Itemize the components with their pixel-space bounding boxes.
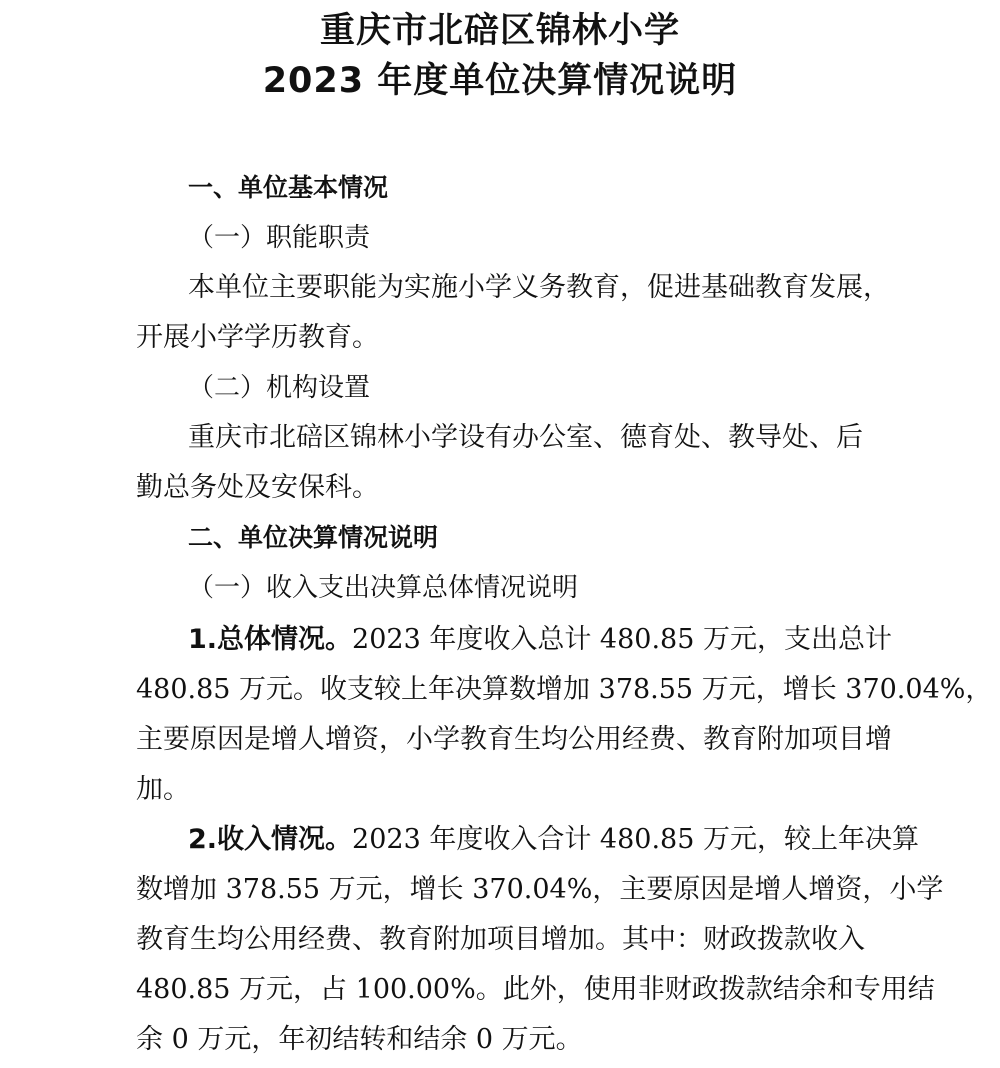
- item1-line4: 加。: [136, 774, 190, 805]
- item1-line1-text: 2023 年度收入总计 480.85 万元，支出总计: [352, 624, 892, 655]
- section1-sub1-paragraph-line1: 本单位主要职能为实施小学义务教育，促进基础教育发展，: [188, 272, 890, 303]
- section1-sub1-paragraph-line2: 开展小学学历教育。: [136, 322, 379, 353]
- item1-line3: 主要原因是增人增资，小学教育生均公用经费、教育附加项目增: [136, 724, 892, 755]
- item2-line2: 数增加 378.55 万元，增长 370.04%，主要原因是增人增资，小学: [136, 874, 944, 905]
- section2-sub1-heading: （一）收入支出决算总体情况说明: [188, 573, 579, 603]
- item1-label: 1.总体情况。: [188, 624, 353, 655]
- item1-line1: [188, 623, 892, 657]
- document-title-line1: 重庆市北碚区锦林小学: [319, 11, 680, 51]
- item2-line5: 余 0 万元，年初结转和结余 0 万元。: [136, 1024, 583, 1055]
- item2-label: 2.收入情况。: [188, 824, 353, 855]
- item2-line1-text: 2023 年度收入合计 480.85 万元，较上年决算: [352, 824, 919, 855]
- section2-heading: 二、单位决算情况说明: [188, 523, 439, 552]
- item1-line2: 480.85 万元。收支较上年决算数增加 378.55 万元，增长 370.04%，: [136, 674, 993, 705]
- section1-sub2-paragraph-line2: 勤总务处及安保科。: [136, 472, 379, 503]
- section1-sub2-heading: （二）机构设置: [188, 373, 371, 403]
- item2-line1: [188, 823, 919, 857]
- item2-line3: 教育生均公用经费、教育附加项目增加。其中：财政拨款收入: [136, 924, 865, 955]
- section1-heading: 一、单位基本情况: [188, 173, 389, 202]
- section1-sub1-heading: （一）职能职责: [188, 223, 371, 253]
- item2-line4: 480.85 万元，占 100.00%。此外，使用非财政拨款结余和专用结: [136, 974, 935, 1005]
- section1-sub2-paragraph-line1: 重庆市北碚区锦林小学设有办公室、德育处、教导处、后: [188, 422, 863, 453]
- document-title-line2: 2023 年度单位决算情况说明: [262, 61, 738, 101]
